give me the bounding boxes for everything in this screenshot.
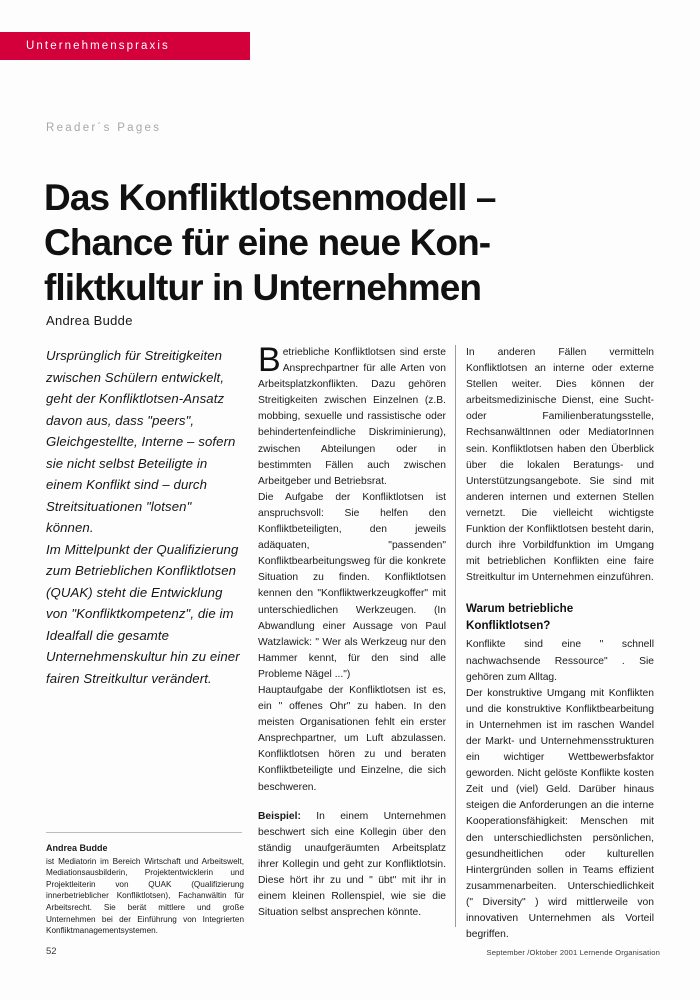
right-paragraph-1: In anderen Fällen vermitteln Konfliktlotsen an interne oder externe Stellen weiter. Dies können der arbeitsmedizinische Dienst, eine Sucht- oder Familienberatungsstelle, RechsanwältInnen oder MediatorInnen sein. Konfliktlotsen haben den Überblick über die lokalen Beratungs- und Unterstützungsangebote. Sie sind mit anderen internen und externen Stellen vernetzt. Die vielleicht wichtigste Funktion der Konfliktlotsen besteht darin, durch ihre Vorbildfunktion im Umgang mit betrieblichen Konflikten eine faire Streitkultur im Unternehmen einzuführen. bbox=[466, 347, 654, 584]
article-standfirst bbox=[46, 345, 242, 689]
bio-divider bbox=[46, 832, 242, 833]
page-number: 52 bbox=[46, 946, 57, 957]
middle-paragraph-1 bbox=[258, 341, 446, 490]
headline-line-3: fliktkultur in Unternehmen bbox=[44, 266, 482, 308]
article-kicker: Reader´s Pages bbox=[46, 122, 162, 134]
right-paragraph-2: Konflikte sind eine " schnell nachwachsende Ressource" . Sie gehören zum Alltag. bbox=[466, 639, 654, 683]
example-text: In einem Unternehmen beschwert sich eine Kollegin über den ständig unaufgeräumten Arbeitsplatz ihrer Kollegin und geht zur Konfliktlotsin. Diese hört ihr zu und " übt" mit ihr in einem kleinen Rollenspiel, wie sie die Situation selbst ansprechen könnte. bbox=[258, 810, 446, 919]
middle-paragraph-3: Hauptaufgabe der Konfliktlotsen ist es, ein " offenes Ohr" zu haben. In den meisten Organisationen fehlt ein erster Ansprechpartner, um Luft abzulassen. Konfliktlotsen hören zu und beraten Konfliktbeteiligte und Einzelne, die sich beschweren. bbox=[258, 684, 446, 793]
middle-paragraph-2: Die Aufgabe der Konfliktlotsen ist anspruchsvoll: Sie helfen den Konfliktbeteiligten, den jeweils adäquaten, "passenden" Konfliktbearbeitungsweg für die konkrete Situation zu finden. Konfliktlotsen kennen den "Konfliktwerkzeugkoffer" mit unterschiedlichen Werkzeugen. (In Abwandlung einer Aussage von Paul Watzlawick: " Wer als Werkzeug nur den Hammer kennt, für den sind alle Probleme Nägel ...") bbox=[258, 491, 446, 680]
article-byline: Andrea Budde bbox=[46, 313, 133, 328]
section-banner bbox=[0, 32, 250, 60]
author-bio-text: ist Mediatorin im Bereich Wirtschaft und Arbeitswelt, Mediationsausbilderin, Projektentwicklerin und Projektleiterin von QUAK (Qualifizierung innerbetrieblicher Konfliktlotsen), Fachanwältin für Arbeitsrecht. Sie berät mittlere und große Unternehmen bei der Einführung von Integrierten Konfliktmanagementsystemen. bbox=[46, 856, 244, 936]
issue-info: September /Oktober 2001 Lernende Organisation bbox=[486, 948, 660, 957]
standfirst-paragraph-2: Im Mittelpunkt der Qualifizierung zum Betrieblichen Konfliktlotsen (QUAK) steht die Entwicklung von "Konfliktkompetenz", die im Idealfall die gesamte Unternehmenskultur hin zu einer fairen Streitkultur verändert. bbox=[46, 541, 240, 686]
drop-cap: B bbox=[258, 341, 281, 379]
page-title bbox=[44, 175, 660, 310]
example-label: Beispiel: bbox=[258, 810, 301, 822]
author-bio bbox=[46, 843, 244, 937]
author-bio-name: Andrea Budde bbox=[46, 843, 108, 853]
section-banner-label: Unternehmenspraxis bbox=[26, 40, 170, 52]
right-paragraph-3: Der konstruktive Umgang mit Konflikten und die konstruktive Konfliktbearbeitung in Unternehmen ist im raschen Wandel der Markt- und Unternehmensstrukturen ein wichtiger Wettbewerbsfaktor geworden. Nicht gelöste Konflikte kosten Zeit und (viel) Geld. Darüber hinaus steigen die Anforderungen an die interne Kooperationsfähigkeit: Menschen mit den unterschiedlichsten persönlichen, gesundheitlichen oder kulturellen Hintergründen sollen in Teams effizient zusammenarbeiten. Unterschiedlichkeit (" Diversity" ) wird mittlerweile von innovativen Unternehmen als Vorteil begriffen. bbox=[466, 687, 654, 941]
middle-example-paragraph bbox=[258, 809, 446, 922]
headline-line-1: Das Konfliktlotsenmodell – bbox=[44, 176, 496, 218]
middle-paragraph-1-text: etriebliche Konfliktlotsen sind erste Ansprechpartner für alle Arten von Arbeitsplatzkonflikten. Dazu gehören Streitigkeiten zwischen Einzelnen (z.B. mobbing, sexuelle und rassistische oder behindertenfeindliche Diskriminierung), zwischen Abteilungen oder in bestimmten Fällen auch zwischen Arbeitgeber und Betriebsrat. bbox=[258, 347, 446, 487]
body-column-right bbox=[466, 345, 654, 943]
paragraph-spacer bbox=[258, 796, 446, 809]
standfirst-paragraph-1: Ursprünglich für Streitigkeiten zwischen Schülern entwickelt, geht der Konfliktlotsen-Ansatz davon aus, dass "peers", Gleichgestellte, Interne – sofern sie nicht selbst Beteiligte in einem Konflikt sind – durch Streitsituationen "lotsen" können. bbox=[46, 348, 236, 535]
section-subheading: Warum betriebliche Konfliktlotsen? bbox=[466, 602, 574, 632]
headline-line-2: Chance für eine neue Kon- bbox=[44, 221, 491, 263]
body-column-middle bbox=[258, 341, 446, 921]
column-divider bbox=[455, 345, 456, 927]
